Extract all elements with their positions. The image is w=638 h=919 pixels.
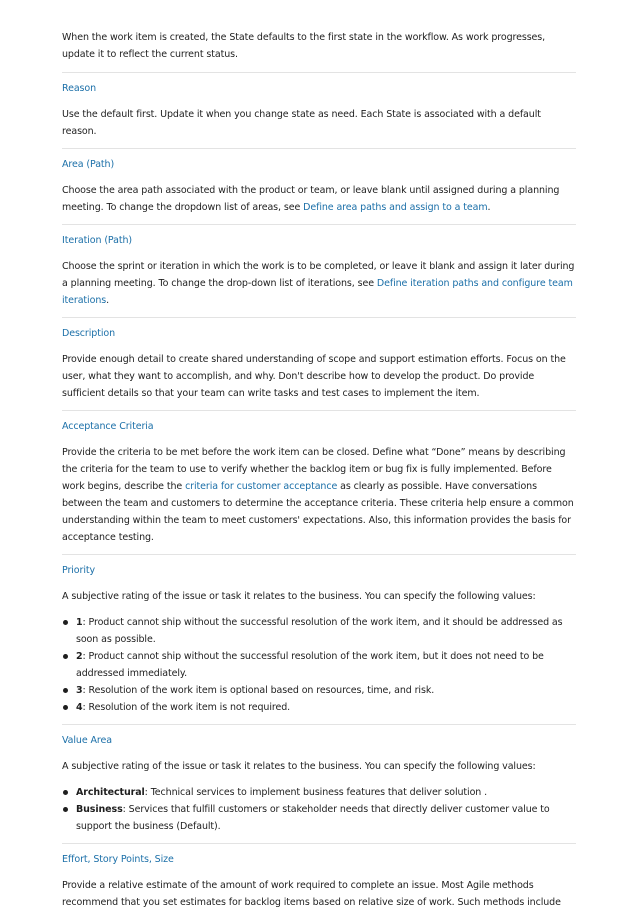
- priority-value-desc: : Product cannot ship without the successful resolution of the work item, but it does not need to be addressed immediately.: [76, 651, 544, 679]
- priority-value: 4: [76, 702, 83, 713]
- area-text-end: .: [487, 202, 491, 213]
- effort-term: Effort, Story Points, Size: [62, 854, 174, 865]
- list-item: [62, 699, 576, 716]
- area-description: [62, 182, 576, 216]
- iteration-paths-link[interactable]: Define iteration paths and configure team iterations: [62, 278, 573, 306]
- priority-list: [62, 614, 576, 716]
- value-area-value: Architectural: [76, 787, 145, 798]
- bullet-icon: [63, 807, 68, 812]
- bullet-icon: [63, 654, 68, 659]
- list-item: [62, 614, 576, 648]
- area-term: Area (Path): [62, 159, 115, 170]
- area-paths-link[interactable]: Define area paths and assign to a team: [303, 202, 488, 213]
- acceptance-text-end: as clearly as possible. Have conversations between the team and customers to determine the acceptance criteria. These criteria help ensure a common understanding within the team to meet customers' expectations. Also, this information provides the basis for acceptance testing.: [62, 481, 574, 543]
- bullet-icon: [63, 790, 68, 795]
- list-item: [62, 784, 576, 801]
- list-item: [62, 648, 576, 682]
- priority-value-desc: : Product cannot ship without the successful resolution of the work item, and it should be addressed as soon as possible.: [76, 617, 563, 645]
- iteration-description: [62, 258, 576, 309]
- bullet-icon: [63, 688, 68, 693]
- iteration-text-end: .: [106, 295, 110, 306]
- value-area-section: [62, 724, 576, 843]
- value-area-term: Value Area: [62, 735, 112, 746]
- priority-value: 1: [76, 617, 83, 628]
- acceptance-term: Acceptance Criteria: [62, 421, 154, 432]
- list-item: [62, 801, 576, 835]
- description-term: Description: [62, 328, 116, 339]
- priority-description: A subjective rating of the issue or task it relates to the business. You can specify the following values:: [62, 591, 536, 602]
- area-text: Choose the area path associated with the product or team, or leave blank until assigned during a planning meeting. To change the dropdown list of areas, see: [62, 185, 560, 213]
- priority-section: [62, 554, 576, 724]
- reason-section: [62, 72, 576, 148]
- iteration-text: Choose the sprint or iteration in which the work is to be completed, or leave it blank and assign it later during a planning meeting. To change the drop-down list of iterations, see: [62, 261, 575, 289]
- value-area-list: [62, 784, 576, 835]
- value-area-value-desc: : Technical services to implement business features that deliver solution .: [144, 787, 488, 798]
- bullet-icon: [63, 705, 68, 710]
- effort-section: [62, 843, 576, 919]
- iteration-section: [62, 224, 576, 317]
- bullet-icon: [63, 620, 68, 625]
- acceptance-description: [62, 444, 576, 546]
- iteration-term: Iteration (Path): [62, 235, 132, 246]
- priority-value: 3: [76, 685, 83, 696]
- reason-term: Reason: [62, 83, 97, 94]
- description-section: [62, 317, 576, 410]
- reason-description: Use the default first. Update it when you change state as need. Each State is associated with a default reason.: [62, 109, 541, 137]
- state-description: When the work item is created, the State defaults to the first state in the workflow. As work progresses, update it to reflect the current status.: [62, 32, 546, 60]
- priority-term: Priority: [62, 565, 96, 576]
- priority-value: 2: [76, 651, 83, 662]
- value-area-value-desc: : Services that fulfill customers or stakeholder needs that directly deliver customer value to support the business (Default).: [76, 804, 550, 832]
- priority-value-desc: : Resolution of the work item is optional based on resources, time, and risk.: [82, 685, 435, 696]
- acceptance-text: Provide the criteria to be met before the work item can be closed. Define what “Done” means by describing the criteria for the team to use to verify whether the backlog item or bug fix is fully implemented. Before work begins, describe the: [62, 447, 566, 492]
- acceptance-section: [62, 410, 576, 554]
- value-area-description: A subjective rating of the issue or task it relates to the business. You can specify the following values:: [62, 761, 536, 772]
- effort-description: Provide a relative estimate of the amount of work required to complete an issue. Most Agile methods recommend that you set estimates for backlog items based on relative size of work. Such methods include: [62, 880, 561, 908]
- value-area-value: Business: [76, 804, 123, 815]
- area-section: [62, 148, 576, 224]
- customer-acceptance-link[interactable]: criteria for customer acceptance: [185, 481, 338, 492]
- description-text: Provide enough detail to create shared understanding of scope and support estimation efforts. Focus on the user, what they want to accomplish, and why. Don't describe how to develop the product. Do provide sufficient details so that your team can write tasks and test cases to implement the item.: [62, 354, 566, 399]
- list-item: [62, 682, 576, 699]
- priority-value-desc: : Resolution of the work item is not required.: [82, 702, 291, 713]
